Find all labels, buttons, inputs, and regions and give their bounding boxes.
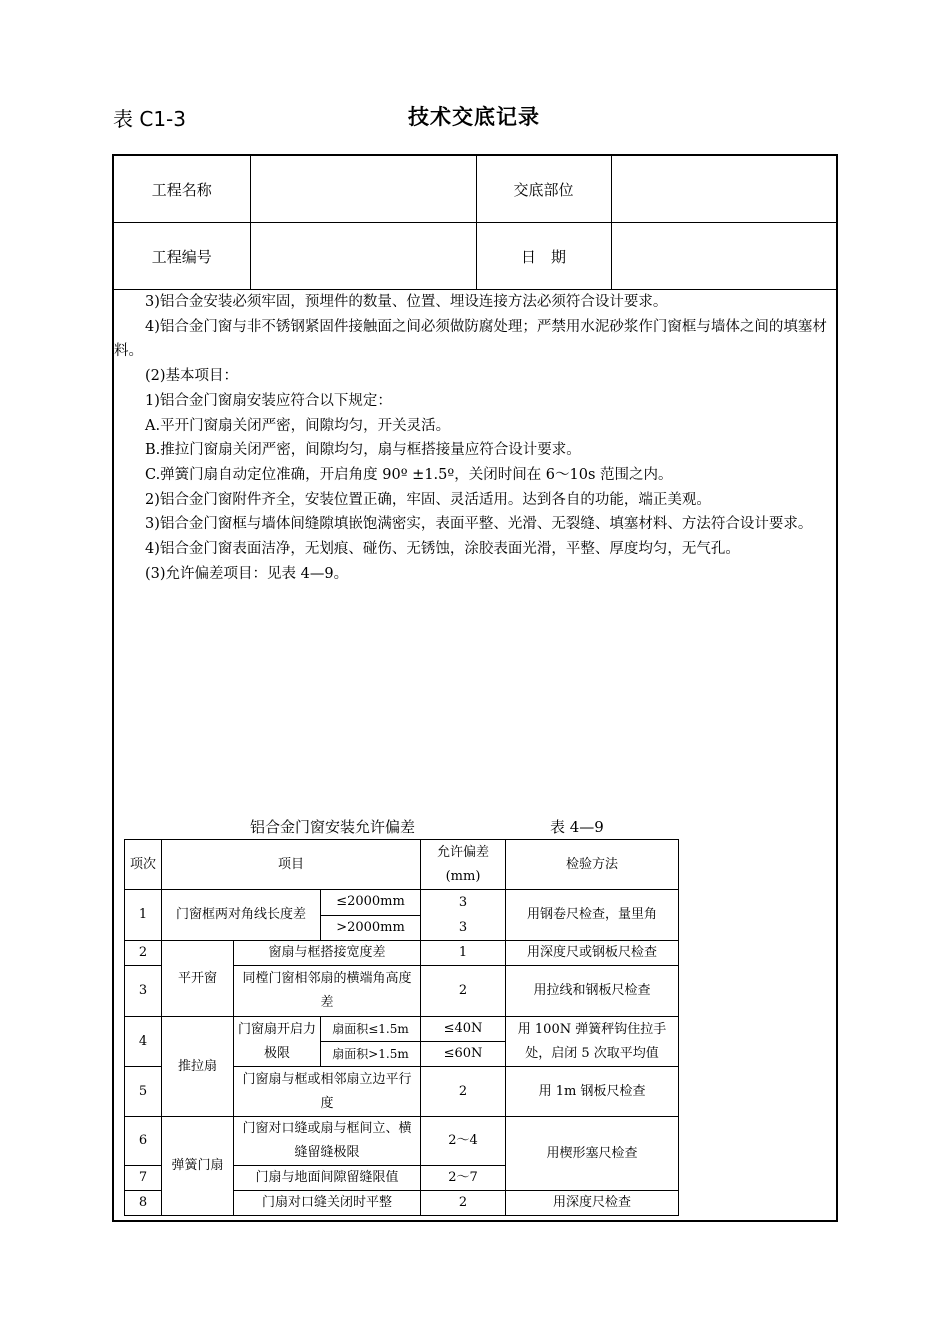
row-item: 门窗扇与框或相邻扇立边平行度 bbox=[234, 1067, 421, 1117]
table-number: 表 4—9 bbox=[550, 818, 604, 836]
content-line: 4)铝合金门窗与非不锈钢紧固件接触面之间必须做防腐处理；严禁用水泥砂浆作门窗框与墙体之间的填塞材料。 bbox=[114, 318, 827, 360]
row-method: 用 1m 钢板尺检查 bbox=[506, 1067, 679, 1117]
row-tolerance: ≤60N bbox=[421, 1042, 506, 1067]
row-item: 门扇对口缝关闭时平整 bbox=[234, 1191, 421, 1216]
row-item: 窗扇与框搭接宽度差 bbox=[234, 941, 421, 966]
row-condition: >2000mm bbox=[321, 915, 421, 941]
content-line: 3)铝合金安装必须牢固，预埋件的数量、位置、埋设连接方法必须符合设计要求。 bbox=[145, 294, 668, 310]
location-field[interactable] bbox=[611, 156, 836, 223]
row-method: 用钢卷尺检查，量里角 bbox=[506, 890, 679, 941]
content-line: 3)铝合金门窗框与墙体间缝隙填嵌饱满密实，表面平整、光滑、无裂缝、填塞材料、方法符合设计要求。 bbox=[145, 516, 813, 533]
row-tolerance: 2 bbox=[421, 1191, 506, 1216]
row-method: 用楔形塞尺检查 bbox=[506, 1117, 679, 1191]
header-tolerance: 允许偏差(mm) bbox=[421, 840, 506, 890]
row-no: 5 bbox=[125, 1067, 162, 1117]
row-method: 用拉线和钢板尺检查 bbox=[506, 966, 679, 1017]
project-name-field[interactable] bbox=[250, 156, 476, 223]
content-line: B.推拉门窗扇关闭严密，间隙均匀，扇与框搭接量应符合设计要求。 bbox=[145, 442, 581, 459]
row-item: 门扇与地面间隙留缝限值 bbox=[234, 1166, 421, 1191]
disclosure-content bbox=[114, 290, 836, 586]
header-item: 项目 bbox=[162, 840, 421, 890]
group-sliding: 推拉扇 bbox=[162, 1017, 234, 1117]
group-casement: 平开窗 bbox=[162, 941, 234, 1017]
tolerance-b: 3 bbox=[458, 920, 468, 935]
project-name-label: 工程名称 bbox=[114, 156, 250, 223]
content-line: A.平开门窗扇关闭严密，间隙均匀，开关灵活。 bbox=[145, 417, 451, 434]
row-condition: 扇面积>1.5m bbox=[321, 1042, 421, 1067]
row-no: 3 bbox=[125, 966, 162, 1017]
project-no-field[interactable] bbox=[250, 223, 476, 290]
page-title: 技术交底记录 bbox=[408, 105, 540, 129]
group-spring: 弹簧门扇 bbox=[162, 1117, 234, 1216]
row-no: 1 bbox=[125, 890, 162, 941]
row-condition: 扇面积≤1.5m bbox=[321, 1017, 421, 1042]
row-no: 7 bbox=[125, 1166, 162, 1191]
content-line: (3)允许偏差项目：见表 4—9。 bbox=[145, 565, 349, 582]
content-line: 1)铝合金门窗扇安装应符合以下规定： bbox=[145, 392, 392, 409]
record-frame bbox=[112, 154, 838, 1222]
row-item: 门窗对口缝或扇与框间立、横缝留缝极限 bbox=[234, 1117, 421, 1166]
row-tolerance: 2 bbox=[421, 1067, 506, 1117]
header-method: 检验方法 bbox=[506, 840, 679, 890]
table-caption-title: 铝合金门窗安装允许偏差 bbox=[250, 818, 416, 836]
form-number: 表 C1-3 bbox=[113, 107, 186, 131]
deviation-table bbox=[124, 839, 679, 1216]
project-no-label: 工程编号 bbox=[114, 223, 250, 290]
row-item: 同樘门窗相邻扇的横端角高度差 bbox=[234, 966, 421, 1017]
row-condition: ≤2000mm bbox=[321, 890, 421, 916]
row-method: 用深度尺检查 bbox=[506, 1191, 679, 1216]
table-caption bbox=[114, 816, 836, 840]
header-no: 项次 bbox=[125, 840, 162, 890]
row-tolerance bbox=[421, 890, 506, 941]
date-label: 日 期 bbox=[476, 223, 611, 290]
row-no: 6 bbox=[125, 1117, 162, 1166]
row-method: 用 100N 弹簧秤钩住拉手处，启闭 5 次取平均值 bbox=[506, 1017, 679, 1067]
row-tolerance: 2～7 bbox=[421, 1166, 506, 1191]
date-field[interactable] bbox=[611, 223, 836, 290]
row-tolerance: 2 bbox=[421, 966, 506, 1017]
location-label: 交底部位 bbox=[476, 156, 611, 223]
content-line: C.弹簧门扇自动定位准确，开启角度 90º ±1.5º，关闭时间在 6～10s 范围之内。 bbox=[145, 466, 673, 483]
header-table bbox=[114, 156, 836, 290]
content-line: 2)铝合金门窗附件齐全，安装位置正确，牢固、灵活适用。达到各自的功能，端正美观。 bbox=[145, 491, 711, 508]
row-tolerance: 1 bbox=[421, 941, 506, 966]
row-no: 4 bbox=[125, 1017, 162, 1067]
row-tolerance: ≤40N bbox=[421, 1017, 506, 1042]
row-tolerance: 2～4 bbox=[421, 1117, 506, 1166]
tolerance-a: 3 bbox=[458, 895, 468, 910]
content-line: 4)铝合金门窗表面洁净，无划痕、碰伤、无锈蚀，涂胶表面光滑，平整、厚度均匀，无气孔。 bbox=[145, 541, 740, 558]
row-item: 门窗框两对角线长度差 bbox=[162, 890, 321, 941]
row-method: 用深度尺或钢板尺检查 bbox=[506, 941, 679, 966]
content-line: (2)基本项目： bbox=[145, 368, 239, 385]
row-no: 2 bbox=[125, 941, 162, 966]
row-no: 8 bbox=[125, 1191, 162, 1216]
row-item: 门窗扇开启力极限 bbox=[234, 1017, 321, 1067]
